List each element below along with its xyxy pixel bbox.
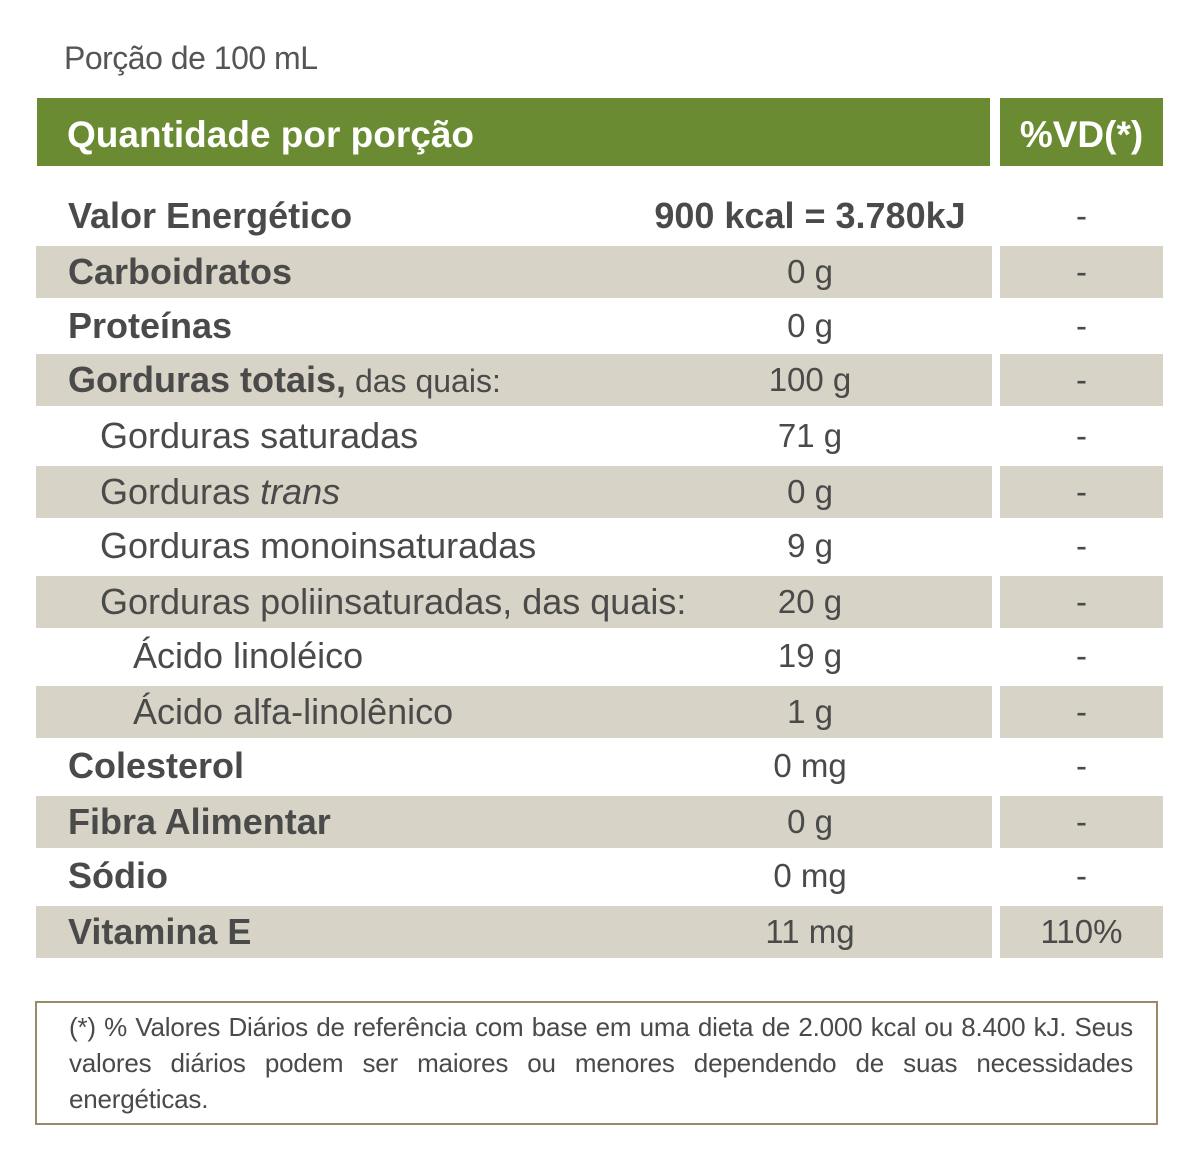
nutrition-row-vitamin-e — [0, 906, 1200, 958]
row-amount: 0 mg — [773, 857, 847, 894]
row-label: Proteínas — [68, 305, 233, 346]
nutrition-row-dietary-fiber — [0, 796, 1200, 848]
row-vd: - — [1076, 253, 1087, 290]
row-vd: - — [1076, 637, 1087, 674]
row-amount: 0 g — [787, 803, 833, 840]
row-label-main: Gorduras totais, — [68, 359, 347, 400]
row-label — [100, 466, 340, 518]
row-amount: 11 mg — [765, 913, 855, 950]
row-vd: - — [1076, 857, 1087, 894]
nutrition-row-alpha-linolenic-acid — [0, 686, 1200, 738]
row-amount: 0 g — [787, 473, 833, 510]
row-label: Gorduras monoinsaturadas — [100, 525, 537, 566]
row-amount: 9 g — [787, 527, 833, 564]
row-amount: 19 g — [777, 637, 843, 674]
row-amount: 20 g — [777, 583, 843, 620]
row-label — [68, 354, 501, 406]
row-vd: - — [1076, 693, 1087, 730]
row-amount: 71 g — [777, 417, 843, 454]
nutrition-row-carbohydrates — [0, 246, 1200, 298]
row-vd: - — [1076, 307, 1087, 344]
nutrition-row-proteins — [0, 300, 1200, 352]
header-vd-label: %VD(*) — [1019, 114, 1144, 155]
row-label: Ácido linoléico — [133, 635, 364, 676]
row-vd: 110% — [1040, 913, 1123, 950]
nutrition-row-monounsaturated-fat — [0, 520, 1200, 572]
nutrition-row-energy — [0, 190, 1200, 242]
row-label: Gorduras saturadas — [100, 415, 419, 456]
header-quantity-cell — [37, 98, 990, 166]
footnote-text: (*) % Valores Diários de referência com base em uma dieta de 2.000 kcal ou 8.400 kJ. Seus valores diários podem ser maiores ou menores dependendo de suas necessidades energéticas. — [69, 1012, 1133, 1114]
row-vd: - — [1076, 803, 1087, 840]
row-label-italic: trans — [260, 471, 341, 512]
nutrition-row-trans-fat — [0, 466, 1200, 518]
footnote-box — [35, 1001, 1158, 1125]
nutrition-row-total-fat — [0, 354, 1200, 406]
row-amount: 0 mg — [773, 747, 847, 784]
row-amount: 100 g — [768, 361, 852, 398]
row-label-main: Gorduras — [100, 471, 261, 512]
row-label: Valor Energético — [68, 195, 353, 236]
row-vd: - — [1076, 473, 1087, 510]
row-label: Gorduras poliinsaturadas, das quais: — [100, 581, 687, 622]
nutrition-row-sodium — [0, 850, 1200, 902]
row-vd: - — [1076, 747, 1087, 784]
portion-size: Porção de 100 mL — [64, 40, 318, 76]
row-vd: - — [1076, 583, 1087, 620]
row-vd: - — [1076, 197, 1087, 234]
row-label: Vitamina E — [68, 911, 252, 952]
row-label: Ácido alfa-linolênico — [133, 691, 454, 732]
header-vd-cell — [1000, 98, 1163, 166]
row-amount: 0 g — [787, 253, 833, 290]
row-vd: - — [1076, 361, 1087, 398]
row-label: Carboidratos — [68, 251, 293, 292]
nutrition-row-cholesterol — [0, 740, 1200, 792]
header-quantity-label: Quantidade por porção — [67, 114, 475, 155]
nutrition-row-saturated-fat — [0, 410, 1200, 462]
row-vd: - — [1076, 527, 1087, 564]
nutrition-row-polyunsaturated-fat — [0, 576, 1200, 628]
row-label: Fibra Alimentar — [68, 801, 331, 842]
row-label: Colesterol — [68, 745, 245, 786]
nutrition-row-linoleic-acid — [0, 630, 1200, 682]
row-amount: 0 g — [787, 307, 833, 344]
row-label-suffix: das quais: — [346, 363, 501, 399]
row-amount: 1 g — [787, 693, 833, 730]
row-label: Sódio — [68, 855, 168, 896]
row-vd: - — [1076, 417, 1087, 454]
row-amount: 900 kcal = 3.780kJ — [654, 195, 966, 236]
